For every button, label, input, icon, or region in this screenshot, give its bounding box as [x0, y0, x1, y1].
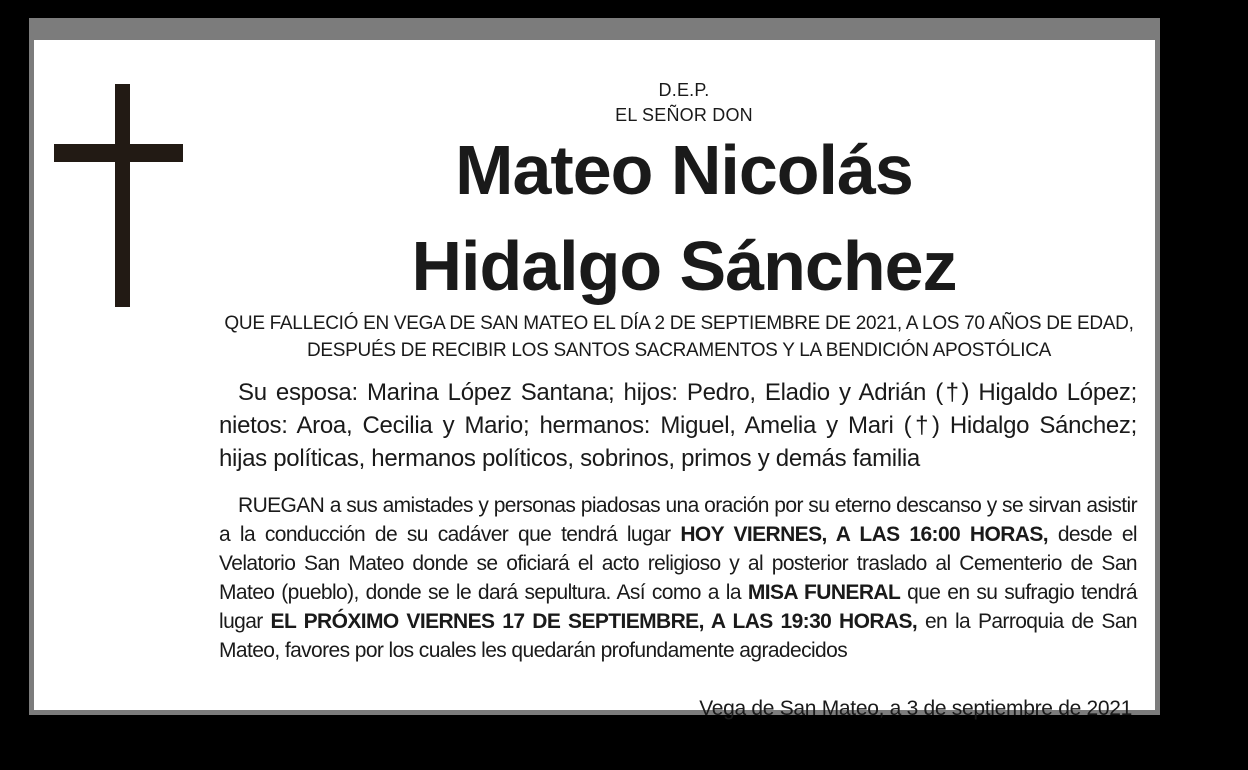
deceased-name-line2: Hidalgo Sánchez	[411, 227, 957, 305]
ruegan-bold-2: MISA FUNERAL	[747, 581, 901, 604]
obituary-card	[29, 18, 1160, 720]
ruegan-text-1: RUEGAN a sus amistades y personas piadosas una oración por su eterno descanso y se sirvan asistir a la conducción de su cadáver que tendrá lugar	[219, 494, 1137, 546]
title-label: EL SEÑOR DON	[615, 105, 753, 125]
ruegan-text-4: en la Parroquia de San Mateo, favores por los cuales les quedarán profundamente agradecidos	[219, 610, 1137, 662]
ruegan-text-2: desde el Velatorio San Mateo donde se oficiará el acto religioso y al posterior traslado al Cementerio de San Mateo (pueblo), donde se le dará sepultura. Así como a la	[219, 523, 1137, 604]
ruegan-bold-1: HOY VIERNES, A LAS 16:00 HORAS,	[680, 523, 1048, 546]
dep-label: D.E.P.	[658, 80, 710, 100]
family-text: Su esposa: Marina López Santana; hijos: Pedro, Eladio y Adrián (†) Higaldo López; nietos: Aroa, Cecilia y Mario; hermanos: Miguel, Amelia y Mari (†) Hidalgo Sánchez; hijas políticas, hermanos políticos, sobrinos, primos y demás familia	[219, 379, 1137, 472]
ruegan-paragraph	[219, 491, 1137, 665]
signoff: Vega de San Mateo, a 3 de septiembre de 2021	[699, 697, 1132, 720]
family-paragraph	[219, 376, 1137, 475]
deceased-name-line1: Mateo Nicolás	[455, 131, 913, 209]
death-announcement: QUE FALLECIÓ EN VEGA DE SAN MATEO EL DÍA 2 DE SEPTIEMBRE DE 2021, A LOS 70 AÑOS DE EDAD, DESPUÉS DE RECIBIR LOS SANTOS SACRAMENTOS Y LA BENDICIÓN APOSTÓLICA	[224, 313, 1134, 361]
ruegan-text-3: que en su sufragio tendrá lugar	[219, 581, 1137, 633]
ruegan-bold-3: EL PRÓXIMO VIERNES 17 DE SEPTIEMBRE, A LAS 19:30 HORAS,	[270, 610, 918, 633]
